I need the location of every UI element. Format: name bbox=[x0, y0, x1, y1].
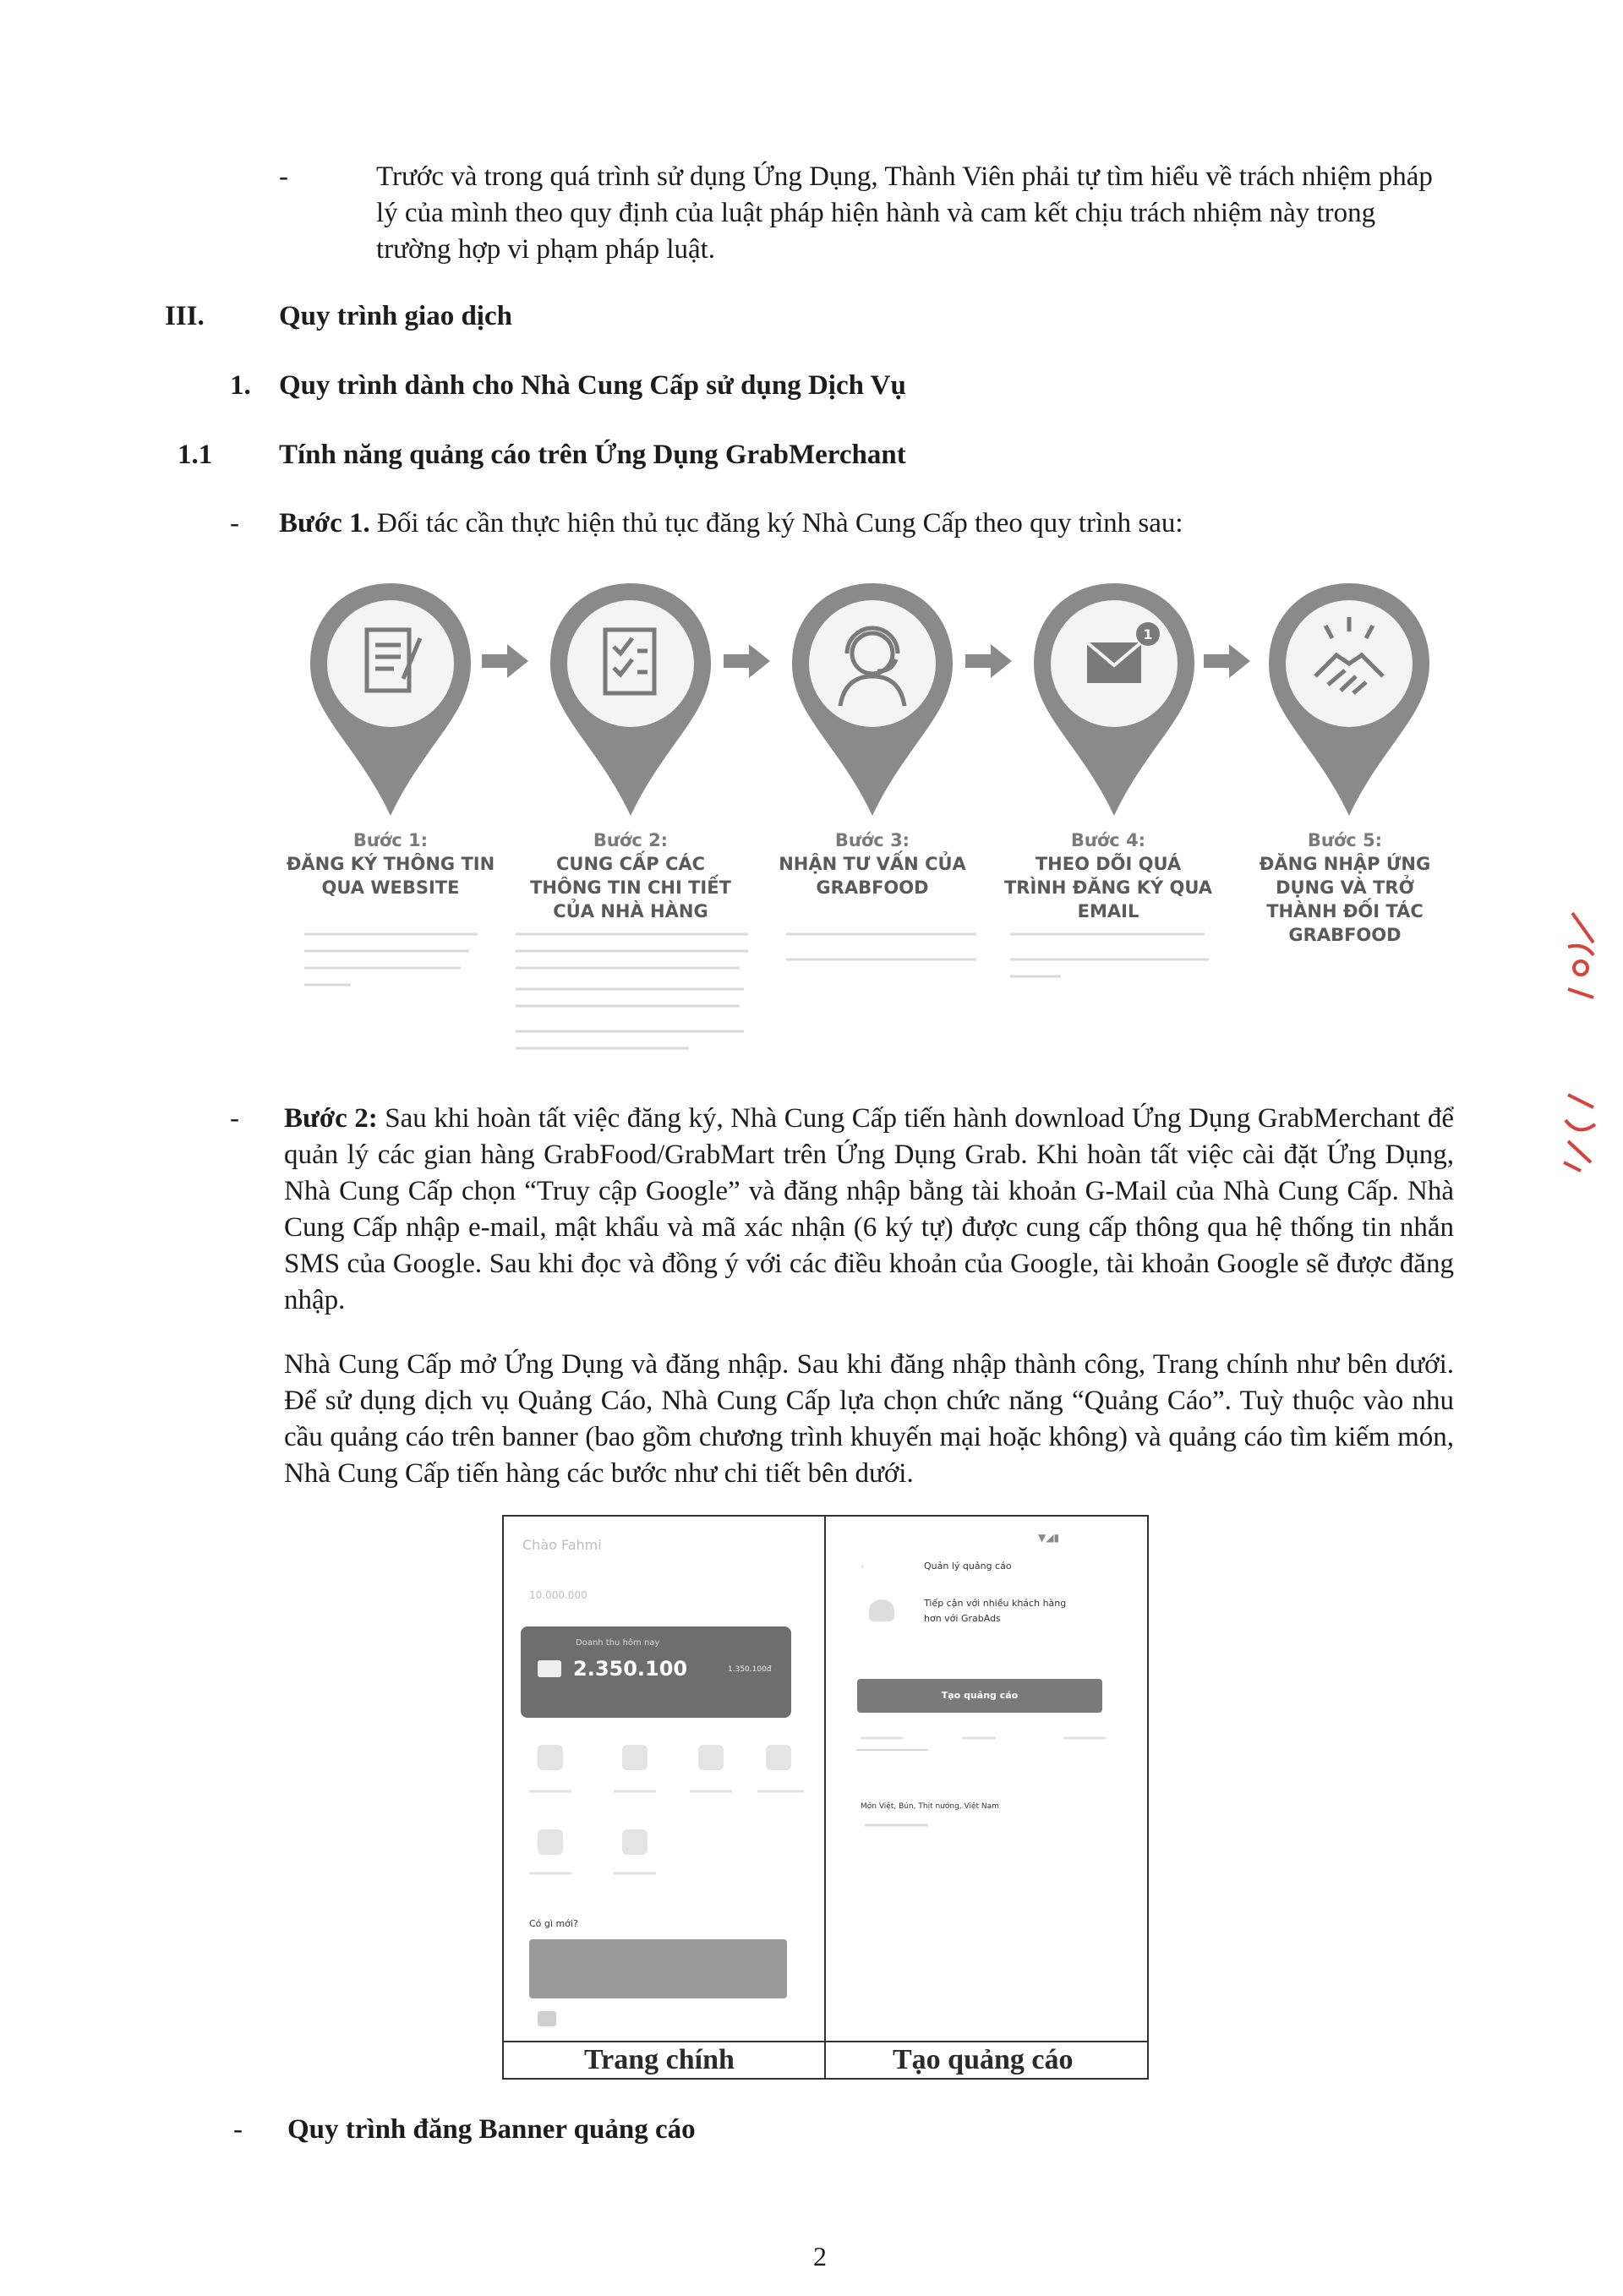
step1-label: Bước 1. bbox=[279, 508, 370, 538]
tab-bar bbox=[844, 1728, 1131, 1753]
table-caption-line bbox=[504, 2041, 1147, 2042]
step1-intro bbox=[279, 506, 1462, 542]
bullet-dash: - bbox=[279, 161, 288, 192]
step-title: NHẬN TƯ VẤN CỦA GRABFOOD bbox=[779, 854, 966, 898]
seal-mark-icon bbox=[1555, 905, 1606, 1006]
step2-label: Bước 2: bbox=[284, 1103, 378, 1134]
table-divider bbox=[824, 1517, 826, 2078]
intro-paragraph: Trước và trong quá trình sử dụng Ứng Dụng, Thành Viên phải tự tìm hiểu về trách nhiệm pháp lý của mình theo quy định của luật pháp hiện hành và cam kết chịu trách nhiệm này trong trường hợp vi phạm pháp luật. bbox=[376, 161, 1433, 265]
step-descriptions-faint bbox=[300, 926, 1314, 1061]
step-3-pin bbox=[788, 579, 957, 820]
step-1-pin bbox=[306, 579, 475, 820]
bullet-dash: - bbox=[233, 2114, 243, 2145]
create-ad-caption: Tạo quảng cáo bbox=[893, 2044, 1074, 2075]
rating-line bbox=[861, 1817, 962, 1834]
step-2-pin bbox=[546, 579, 715, 820]
step-3-caption bbox=[767, 828, 978, 899]
greeting-text: Chào Fahmi bbox=[522, 1537, 602, 1553]
step-4-pin bbox=[1030, 579, 1199, 820]
revenue-label: Doanh thu hôm nay bbox=[576, 1638, 660, 1648]
section-number: III. bbox=[165, 301, 205, 331]
svg-text:1: 1 bbox=[1143, 626, 1153, 642]
home-screen-screenshot bbox=[504, 1517, 823, 2039]
subsubsection-title: Tính năng quảng cáo trên Ứng Dụng GrabMerchant bbox=[279, 440, 906, 470]
balance-small: 10.000.000 bbox=[529, 1589, 587, 1601]
step1-text: Đối tác cần thực hiện thủ tục đăng ký Nhà Cung Cấp theo quy trình sau: bbox=[369, 508, 1183, 538]
news-banner-image bbox=[529, 1939, 787, 1998]
subsection-number: 1. bbox=[230, 370, 251, 401]
create-ad-button[interactable]: Tạo quảng cáo bbox=[857, 1679, 1102, 1713]
step-title: ĐĂNG KÝ THÔNG TIN QUA WEBSITE bbox=[286, 854, 495, 898]
home-nav-icon bbox=[538, 2011, 556, 2026]
ad-manager-header: Quản lý quảng cáo bbox=[924, 1561, 1012, 1572]
bullet-dash: - bbox=[230, 1103, 239, 1134]
step-2-caption bbox=[525, 828, 736, 923]
bullet-dash: - bbox=[230, 508, 239, 538]
step-label: Bước 2: bbox=[593, 830, 669, 850]
step-5-pin bbox=[1265, 579, 1434, 820]
back-icon: ‹ bbox=[861, 1561, 865, 1572]
promo-line-1: Tiếp cận với nhiều khách hàng bbox=[924, 1598, 1067, 1609]
step-title: CUNG CẤP CÁC THÔNG TIN CHI TIẾT CỦA NHÀ HÀNG bbox=[530, 854, 731, 921]
restaurant-listing: Món Việt, Bún, Thịt nướng, Việt Nam bbox=[861, 1802, 999, 1811]
revenue-right-value: 1.350.100đ bbox=[728, 1665, 772, 1674]
step-title: THEO DÕI QUÁ TRÌNH ĐĂNG KÝ QUA EMAIL bbox=[1003, 854, 1213, 921]
section-title: Quy trình giao dịch bbox=[279, 301, 512, 331]
arrow-right-icon bbox=[1204, 642, 1251, 680]
megaphone-icon bbox=[869, 1599, 894, 1621]
step-title: ĐĂNG NHẬP ỨNG DỤNG VÀ TRỞ THÀNH ĐỐI TÁC GRABFOOD bbox=[1259, 854, 1431, 945]
create-ad-screenshot bbox=[827, 1517, 1147, 2039]
status-bar-icons: ▼◢▮ bbox=[1038, 1532, 1060, 1544]
step-label: Bước 1: bbox=[352, 830, 429, 850]
revenue-value: 2.350.100 bbox=[573, 1657, 688, 1681]
login-paragraph: Nhà Cung Cấp mở Ứng Dụng và đăng nhập. Sau khi đăng nhập thành công, Trang chính như bên dưới. Để sử dụng dịch vụ Quảng Cáo, Nhà Cung Cấp lựa chọn chức năng “Quảng Cáo”. Tuỳ thuộc vào nhu cầu quảng cáo trên banner (bao gồm chương trình khuyến mại hoặc không) và quảng cáo tìm kiếm món, Nhà Cung Cấp tiến hàng các bước như chi tiết bên dưới. bbox=[284, 1349, 1454, 1489]
home-caption: Trang chính bbox=[584, 2044, 735, 2075]
step-label: Bước 3: bbox=[834, 830, 910, 850]
arrow-right-icon bbox=[965, 642, 1013, 680]
step-4-caption bbox=[1003, 828, 1214, 923]
promo-line-2: hơn với GrabAds bbox=[924, 1613, 1001, 1624]
step-label: Bước 5: bbox=[1307, 830, 1383, 850]
arrow-right-icon bbox=[724, 642, 771, 680]
step-label: Bước 4: bbox=[1070, 830, 1146, 850]
whats-new-label: Có gì mới? bbox=[529, 1918, 578, 1929]
banner-process-heading: Quy trình đăng Banner quảng cáo bbox=[287, 2114, 696, 2145]
signature-mark-icon bbox=[1555, 1082, 1606, 1175]
app-screenshots-table bbox=[502, 1515, 1149, 2080]
step2-text: Sau khi hoàn tất việc đăng ký, Nhà Cung Cấp tiến hành download Ứng Dụng GrabMerchant để quản lý các gian hàng GrabFood/GrabMart trên Ứng Dụng Grab. Khi hoàn tất việc cài đặt Ứng Dụng, Nhà Cung Cấp chọn “Truy cập Google” và đăng nhập bằng tài khoản G-Mail của Nhà Cung Cấp. Nhà Cung Cấp nhập e-mail, mật khẩu và mã xác nhận (6 ký tự) được cung cấp thông qua hệ thống tin nhắn SMS của Google. Sau khi đọc và đồng ý với các điều khoản của Google, tài khoản Google sẽ được đăng nhập. bbox=[284, 1103, 1454, 1315]
arrow-right-icon bbox=[482, 642, 529, 680]
wallet-icon bbox=[538, 1660, 561, 1677]
subsubsection-number: 1.1 bbox=[178, 440, 213, 470]
step-1-caption bbox=[285, 828, 496, 899]
step2-paragraph bbox=[284, 1101, 1454, 1319]
menu-grid-icons bbox=[521, 1728, 808, 1889]
revenue-card bbox=[521, 1626, 791, 1718]
page-number: 2 bbox=[813, 2241, 827, 2271]
subsection-title: Quy trình dành cho Nhà Cung Cấp sử dụng Dịch Vụ bbox=[279, 370, 906, 401]
